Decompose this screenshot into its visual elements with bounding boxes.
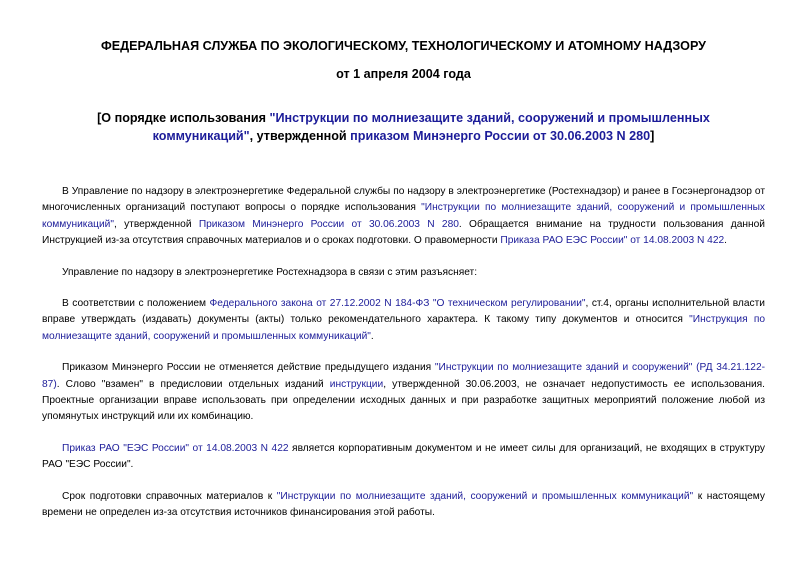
p6-text-2: к настоящему времени не определен из-за отсутствия источников финансирования этой работы.	[42, 490, 765, 519]
p3-link-instruction[interactable]: "Инструкция по молниезащите зданий, сооружений и промышленных коммуникаций"	[42, 314, 766, 342]
p2-text-1: Управление по надзору в электроэнергетике Ростехнадзора в связи с этим разъясняет:	[62, 266, 478, 278]
p4-link-rd-instruction[interactable]: "Инструкции по молниезащите зданий и сооружений" (РД 34.21.122-87)	[42, 362, 765, 390]
document-title	[60, 109, 747, 145]
p3-text-2: , ст.4, органы исполнительной власти вправе утверждать (издавать) документы (акты) только рекомендательного характера. К такому типу документов и относится	[42, 298, 765, 326]
title-prefix: [О порядке использования	[97, 111, 270, 125]
p1-link-instruction[interactable]: "Инструкции по молниезащите зданий, сооружений и промышленных коммуникаций"	[42, 202, 765, 230]
p3-text-1: В соответствии с положением	[62, 298, 210, 310]
p3-link-federal-law[interactable]: Федерального закона от 27.12.2002 N 184-ФЗ "О техническом регулировании"	[209, 298, 586, 310]
paragraph-3	[42, 296, 765, 345]
title-middle: , утвержденной	[249, 129, 351, 143]
paragraph-5	[42, 441, 765, 474]
p5-text-1: является корпоративным документом и не имеет силы для организаций, не входящих в структуру РАО "ЕЭС России".	[42, 442, 765, 471]
paragraph-2	[42, 265, 765, 281]
p1-text-4: .	[724, 235, 728, 247]
p4-text-1: Приказом Минэнерго России не отменяется действие предыдущего издания	[62, 362, 435, 374]
title-link-instruction[interactable]: "Инструкции по молниезащите зданий, сооружений и промышленных коммуникаций"	[152, 111, 710, 143]
p1-text-1: В Управление по надзору в электроэнергетике Федеральной службы по надзору в электроэнергетике (Ростехнадзор) и ранее в Госэнергонадзор от многочисленных организаций поступают вопросы о порядке использования	[42, 186, 765, 214]
p6-text-1: Срок подготовки справочных материалов к	[62, 490, 277, 502]
title-link-order[interactable]: приказом Минэнерго России от 30.06.2003 N 280	[350, 129, 651, 143]
paragraph-4	[42, 360, 765, 426]
p1-text-3: . Обращается внимание на трудности пользования данной Инструкцией из-за отсутствия справочных материалов и о сроках подготовки. О правомерности	[42, 218, 765, 247]
p1-link-order-422[interactable]: Приказа РАО ЕЭС России" от 14.08.2003 N 422	[500, 235, 725, 247]
p4-text-3: , утвержденной 30.06.2003, не означает недопустимость ее использования. Проектные организации вправе использовать при определении исходных данных и при разработке защитных мероприятий положение любой из упомянутых инструкций или их комбинацию.	[42, 378, 765, 423]
document-date: от 1 апреля 2004 года	[336, 67, 471, 81]
p5-link-order-422[interactable]: Приказ РАО "ЕЭС России" от 14.08.2003 N 422	[62, 442, 289, 454]
document-body	[42, 184, 765, 537]
agency-heading: ФЕДЕРАЛЬНАЯ СЛУЖБА ПО ЭКОЛОГИЧЕСКОМУ, ТЕХНОЛОГИЧЕСКОМУ И АТОМНОМУ НАДЗОРУ	[100, 39, 707, 53]
p1-text-2: , утвержденной	[113, 218, 199, 230]
paragraph-1	[42, 184, 765, 250]
p3-text-3: .	[370, 330, 374, 342]
p4-link-instruction[interactable]: инструкции	[329, 378, 384, 390]
paragraph-6	[42, 489, 765, 522]
p4-text-2: . Слово "взамен" в предисловии отдельных изданий	[56, 378, 330, 390]
p6-link-instruction[interactable]: "Инструкции по молниезащите зданий, сооружений и промышленных коммуникаций"	[276, 490, 694, 502]
title-suffix: ]	[650, 129, 655, 143]
p1-link-order-280[interactable]: Приказом Минэнерго России от 30.06.2003 N 280	[198, 218, 459, 230]
